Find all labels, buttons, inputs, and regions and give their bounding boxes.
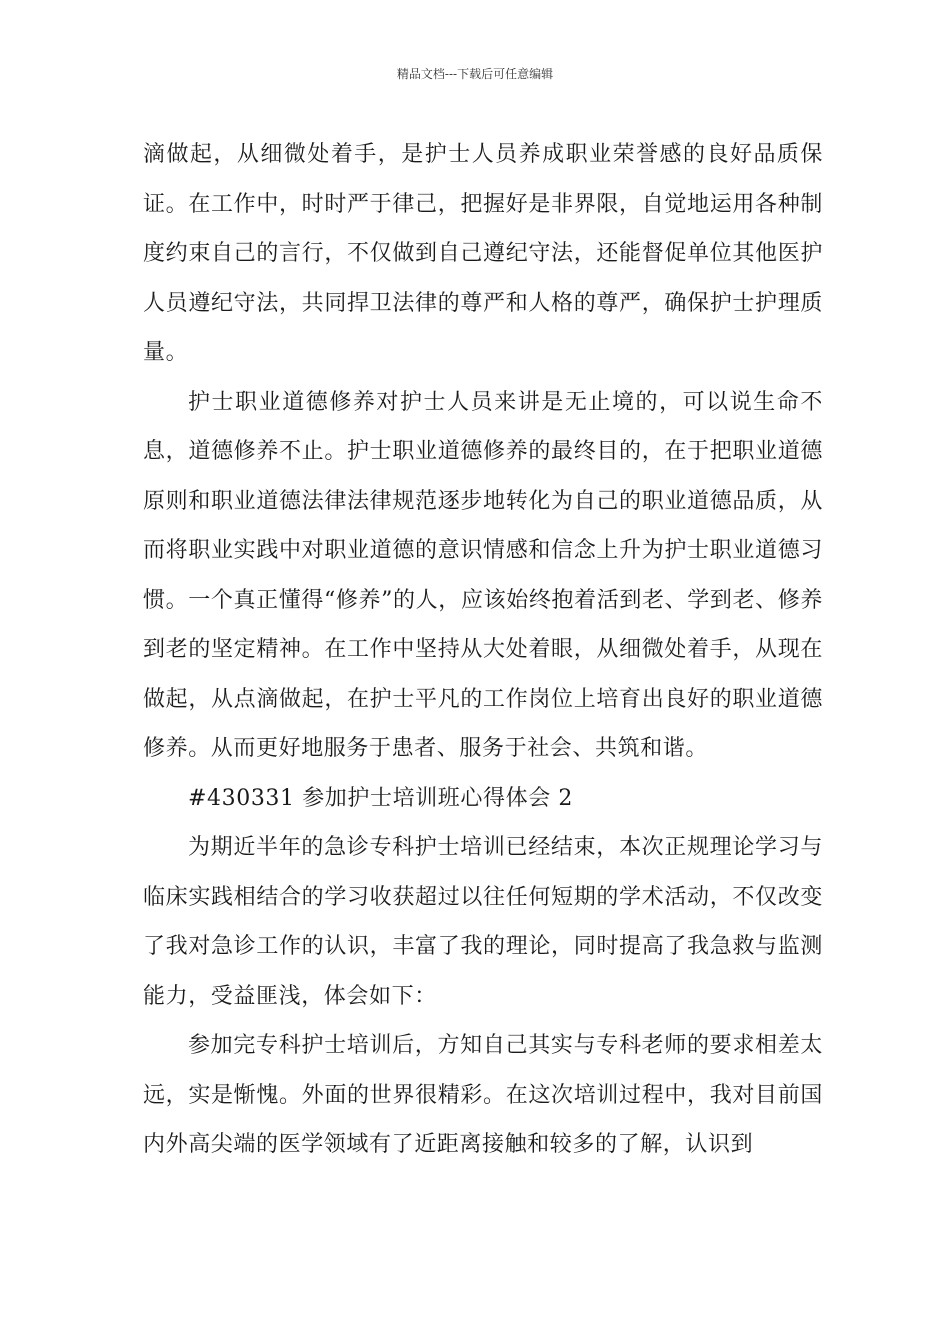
page-header: 精品文档---下载后可任意编辑 <box>396 67 554 81</box>
paragraph-1: 滴做起，从细微处着手，是护士人员养成职业荣誉感的良好品质保证。在工作中，时时严于律己，把握好是非界限，自觉地运用各种制度约束自己的言行，不仅做到自己遵纪守法，还能督促单位其他医护人员遵纪守法，共同捍卫法律的尊严和人格的尊严，确保护士护理质量。 <box>143 142 823 365</box>
paragraph-3: 为期近半年的急诊专科护士培训已经结束，本次正规理论学习与临床实践相结合的学习收获超过以往任何短期的学术活动，不仅改变了我对急诊工作的认识，丰富了我的理论，同时提高了我急救与监测能力，受益匪浅，体会如下： <box>143 835 823 1009</box>
document-body <box>143 130 823 1170</box>
paragraph-4: 参加完专科护士培训后，方知自己其实与专科老师的要求相差太远，实是惭愧。外面的世界很精彩。在这次培训过程中，我对目前国内外高尖端的医学领域有了近距离接触和较多的了解，认识到 <box>143 1033 823 1157</box>
paragraph-2: 护士职业道德修养对护士人员来讲是无止境的，可以说生命不息，道德修养不止。护士职业道德修养的最终目的，在于把职业道德原则和职业道德法律法律规范逐步地转化为自己的职业道德品质，从而将职业实践中对职业道德的意识情感和信念上升为护士职业道德习惯。一个真正懂得“修养”的人，应该始终抱着活到老、学到老、修养到老的坚定精神。在工作中坚持从大处着眼，从细微处着手，从现在做起，从点滴做起，在护士平凡的工作岗位上培育出良好的职业道德修养。从而更好地服务于患者、服务于社会、共筑和谐。 <box>143 389 823 761</box>
section-heading: #430331 参加护士培训班心得体会 2 <box>188 785 574 811</box>
